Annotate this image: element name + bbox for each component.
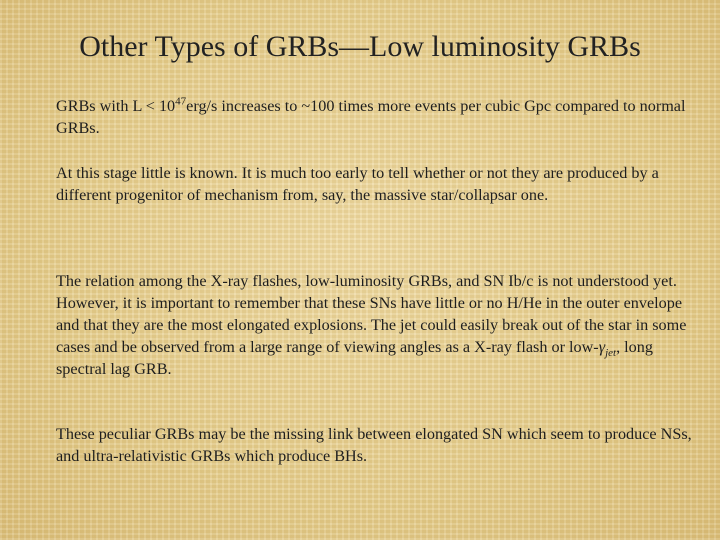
paragraph-xray-flash-relation	[56, 270, 696, 380]
p3-gamma-symbol: γ	[598, 338, 606, 356]
slide-title: Other Types of GRBs—Low luminosity GRBs	[79, 30, 641, 63]
p3-text-end: , long spectral lag GRB.	[56, 338, 653, 378]
paragraph-luminosity-rate	[56, 95, 696, 139]
paragraph-missing-link: These peculiar GRBs may be the missing link between elongated SN which seem to produce NSs, and ultra-relativistic GRBs which produce BHs.	[56, 425, 692, 465]
p3-text-start: The relation among the X-ray flashes, low-luminosity GRBs, and SN Ib/c is not understood yet. However, it is important to remember that these SNs have little or no H/He in the outer envelope and that they are the most elongated explosions. The jet could easily break out of the star in some cases and be observed from a large range of viewing angles as a X-ray flash or low-	[56, 272, 687, 356]
p1-text-end: erg/s increases to ~100 times more events per cubic Gpc compared to normal GRBs.	[56, 97, 686, 137]
paragraph-little-known: At this stage little is known. It is much too early to tell whether or not they are produced by a different progenitor of mechanism from, say, the massive star/collapsar one.	[56, 164, 659, 204]
p1-exponent: 47	[175, 95, 187, 108]
p3-gamma-subscript: jet	[605, 347, 617, 359]
p1-text-start: GRBs with L < 10	[56, 97, 176, 115]
